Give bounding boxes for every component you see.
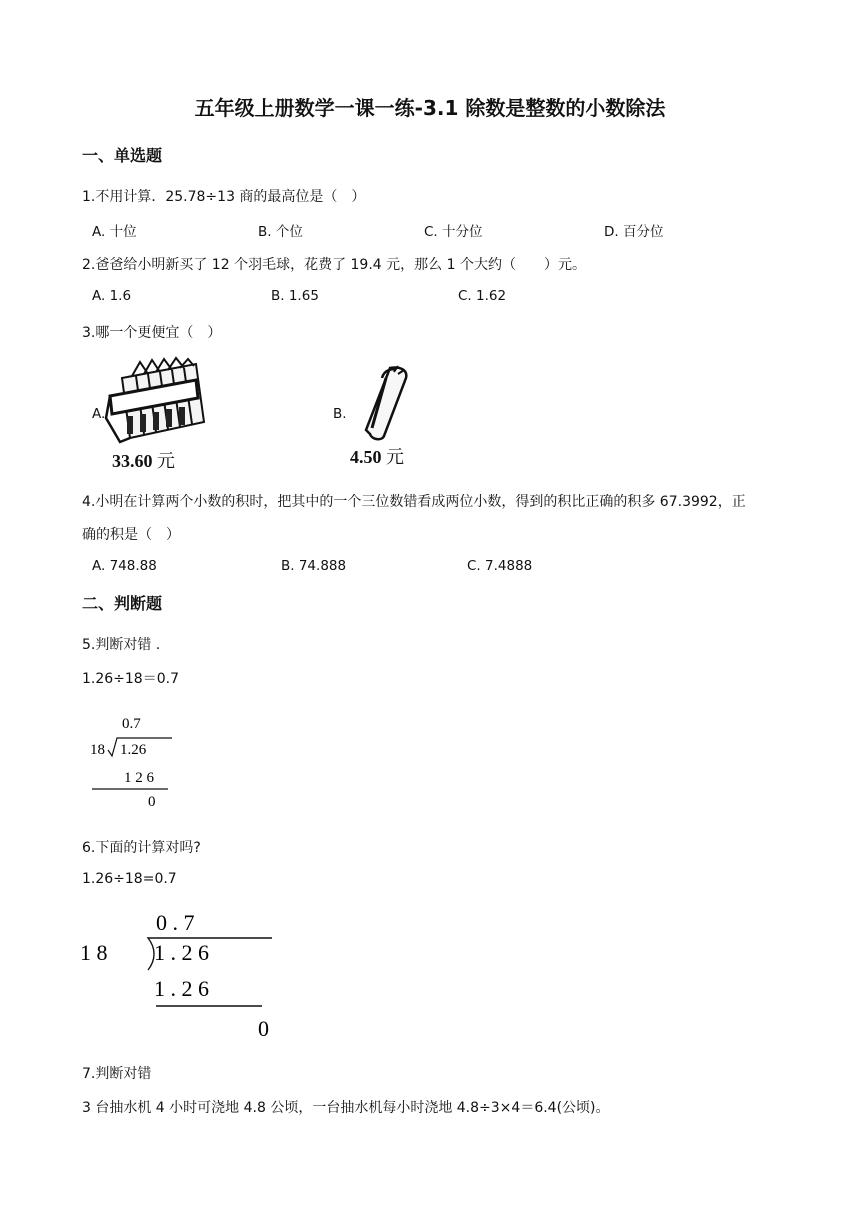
q1-option-b[interactable]: B. 个位 bbox=[258, 224, 303, 240]
q6-dividend: 1 . 2 6 bbox=[154, 940, 209, 965]
q2-option-c[interactable]: C. 1.62 bbox=[458, 288, 507, 304]
q5-product: 1 2 6 bbox=[124, 770, 154, 786]
q2-option-a[interactable]: A. 1.6 bbox=[92, 288, 132, 304]
question-3-text: 3.哪一个更便宜（ ） bbox=[82, 325, 222, 341]
question-5-equation: 1.26÷18＝0.7 bbox=[82, 671, 179, 687]
section-heading-true-false: 二、判断题 bbox=[82, 594, 163, 613]
price-b-unit: 元 bbox=[386, 447, 404, 467]
q2-option-b[interactable]: B. 1.65 bbox=[271, 288, 319, 304]
q6-product: 1 . 2 6 bbox=[154, 976, 209, 1001]
q5-remainder: 0 bbox=[148, 794, 156, 810]
q1-option-c[interactable]: C. 十分位 bbox=[424, 224, 483, 240]
q3-option-b-label[interactable]: B. bbox=[333, 406, 347, 422]
toothbrush-case-icon bbox=[360, 364, 416, 442]
q4-option-c[interactable]: C. 7.4888 bbox=[467, 558, 533, 574]
q5-divisor: 18 bbox=[90, 742, 105, 758]
price-a-value: 33.60 bbox=[112, 451, 153, 471]
question-6-equation: 1.26÷18=0.7 bbox=[82, 871, 177, 887]
q6-quotient: 0 . 7 bbox=[156, 910, 195, 935]
pen-set-icon bbox=[100, 356, 210, 448]
section-heading-single-choice: 一、单选题 bbox=[82, 146, 163, 165]
question-2-text: 2.爸爸给小明新买了 12 个羽毛球，花费了 19.4 元，那么 1 个大约（ ）元。 bbox=[82, 257, 586, 273]
q1-option-d[interactable]: D. 百分位 bbox=[604, 224, 664, 240]
price-b-value: 4.50 bbox=[350, 447, 382, 467]
long-division-q6 bbox=[76, 906, 286, 1046]
q3-option-a-label[interactable]: A. bbox=[92, 406, 106, 422]
q5-quotient: 0.7 bbox=[122, 716, 141, 732]
q1-option-a[interactable]: A. 十位 bbox=[92, 224, 137, 240]
question-5-text: 5.判断对错 . bbox=[82, 637, 161, 653]
price-b bbox=[350, 443, 404, 469]
q4-option-a[interactable]: A. 748.88 bbox=[92, 558, 157, 574]
question-4-text-line-1: 4.小明在计算两个小数的积时，把其中的一个三位数错看成两位小数，得到的积比正确的积多 67.3992，正 bbox=[82, 494, 746, 510]
question-7-statement: 3 台抽水机 4 小时可浇地 4.8 公顷，一台抽水机每小时浇地 4.8÷3×4＝6.4(公顷)。 bbox=[82, 1100, 610, 1116]
long-division-q5 bbox=[88, 708, 188, 812]
q5-dividend: 1.26 bbox=[120, 742, 147, 758]
q6-remainder: 0 bbox=[258, 1016, 269, 1041]
question-7-text: 7.判断对错 bbox=[82, 1066, 152, 1082]
question-6-text: 6.下面的计算对吗? bbox=[82, 840, 201, 856]
page-title: 五年级上册数学一课一练-3.1 除数是整数的小数除法 bbox=[194, 96, 666, 120]
q4-option-b[interactable]: B. 74.888 bbox=[281, 558, 347, 574]
q6-divisor: 1 8 bbox=[80, 940, 108, 965]
question-1-text: 1.不用计算．25.78÷13 商的最高位是（ ） bbox=[82, 189, 366, 205]
question-4-text-line-2: 确的积是（ ） bbox=[82, 527, 180, 543]
price-a bbox=[112, 447, 175, 473]
price-a-unit: 元 bbox=[157, 451, 175, 471]
